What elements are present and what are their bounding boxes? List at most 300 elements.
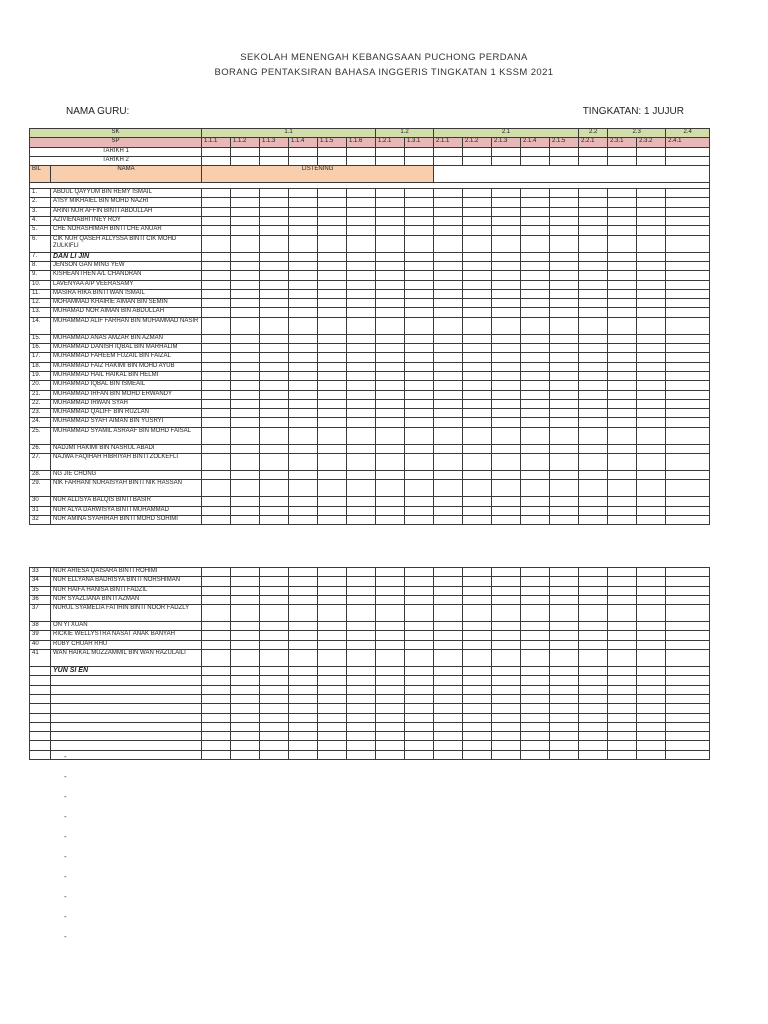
date-cell[interactable]: [492, 156, 521, 165]
score-cell[interactable]: [521, 280, 550, 289]
score-cell[interactable]: [579, 371, 608, 380]
score-cell[interactable]: [608, 235, 637, 252]
score-cell[interactable]: [434, 226, 463, 235]
score-cell[interactable]: [666, 605, 710, 622]
score-cell[interactable]: [289, 732, 318, 741]
score-cell[interactable]: [463, 568, 492, 577]
score-cell[interactable]: [260, 722, 289, 731]
score-cell[interactable]: [492, 480, 521, 497]
score-cell[interactable]: [289, 207, 318, 216]
score-cell[interactable]: [260, 568, 289, 577]
score-cell[interactable]: [376, 252, 405, 261]
score-cell[interactable]: [637, 399, 666, 408]
score-cell[interactable]: [492, 694, 521, 703]
score-cell[interactable]: [434, 399, 463, 408]
score-cell[interactable]: [231, 252, 260, 261]
score-cell[interactable]: [521, 622, 550, 631]
score-cell[interactable]: [579, 399, 608, 408]
score-cell[interactable]: [318, 189, 347, 198]
score-cell[interactable]: [347, 226, 376, 235]
score-cell[interactable]: [289, 362, 318, 371]
score-cell[interactable]: [608, 694, 637, 703]
score-cell[interactable]: [637, 198, 666, 207]
score-cell[interactable]: [434, 454, 463, 471]
score-cell[interactable]: [289, 741, 318, 750]
score-cell[interactable]: [434, 631, 463, 640]
score-cell[interactable]: [405, 390, 434, 399]
score-cell[interactable]: [289, 640, 318, 649]
score-cell[interactable]: [405, 480, 434, 497]
score-cell[interactable]: [579, 235, 608, 252]
score-cell[interactable]: [260, 252, 289, 261]
score-cell[interactable]: [608, 252, 637, 261]
score-cell[interactable]: [550, 676, 579, 685]
score-cell[interactable]: [579, 750, 608, 759]
score-cell[interactable]: [347, 605, 376, 622]
score-cell[interactable]: [463, 444, 492, 453]
score-cell[interactable]: [405, 271, 434, 280]
score-cell[interactable]: [463, 198, 492, 207]
score-cell[interactable]: [637, 317, 666, 334]
score-cell[interactable]: [260, 497, 289, 506]
score-cell[interactable]: [608, 427, 637, 444]
score-cell[interactable]: [376, 261, 405, 270]
score-cell[interactable]: [492, 362, 521, 371]
score-cell[interactable]: [405, 650, 434, 667]
score-cell[interactable]: [202, 605, 231, 622]
score-cell[interactable]: [550, 261, 579, 270]
score-cell[interactable]: [260, 631, 289, 640]
score-cell[interactable]: [260, 640, 289, 649]
score-cell[interactable]: [405, 622, 434, 631]
score-cell[interactable]: [579, 595, 608, 604]
score-cell[interactable]: [434, 289, 463, 298]
score-cell[interactable]: [260, 622, 289, 631]
score-cell[interactable]: [521, 506, 550, 515]
score-cell[interactable]: [202, 381, 231, 390]
score-cell[interactable]: [550, 605, 579, 622]
score-cell[interactable]: [579, 622, 608, 631]
score-cell[interactable]: [376, 207, 405, 216]
score-cell[interactable]: [434, 390, 463, 399]
score-cell[interactable]: [492, 568, 521, 577]
score-cell[interactable]: [231, 280, 260, 289]
date-cell[interactable]: [579, 156, 608, 165]
score-cell[interactable]: [231, 694, 260, 703]
score-cell[interactable]: [231, 640, 260, 649]
score-cell[interactable]: [260, 353, 289, 362]
score-cell[interactable]: [260, 605, 289, 622]
score-cell[interactable]: [289, 427, 318, 444]
score-cell[interactable]: [579, 694, 608, 703]
score-cell[interactable]: [492, 640, 521, 649]
score-cell[interactable]: [405, 280, 434, 289]
score-cell[interactable]: [260, 371, 289, 380]
score-cell[interactable]: [666, 381, 710, 390]
score-cell[interactable]: [579, 289, 608, 298]
score-cell[interactable]: [550, 732, 579, 741]
score-cell[interactable]: [347, 577, 376, 586]
score-cell[interactable]: [463, 418, 492, 427]
score-cell[interactable]: [289, 750, 318, 759]
date-cell[interactable]: [637, 147, 666, 156]
score-cell[interactable]: [347, 252, 376, 261]
score-cell[interactable]: [260, 299, 289, 308]
score-cell[interactable]: [318, 595, 347, 604]
score-cell[interactable]: [405, 676, 434, 685]
score-cell[interactable]: [666, 694, 710, 703]
score-cell[interactable]: [434, 217, 463, 226]
score-cell[interactable]: [318, 353, 347, 362]
score-cell[interactable]: [202, 595, 231, 604]
score-cell[interactable]: [463, 271, 492, 280]
score-cell[interactable]: [492, 595, 521, 604]
score-cell[interactable]: [492, 515, 521, 524]
score-cell[interactable]: [376, 344, 405, 353]
score-cell[interactable]: [637, 622, 666, 631]
score-cell[interactable]: [579, 586, 608, 595]
score-cell[interactable]: [608, 299, 637, 308]
score-cell[interactable]: [318, 390, 347, 399]
score-cell[interactable]: [202, 694, 231, 703]
score-cell[interactable]: [347, 381, 376, 390]
score-cell[interactable]: [318, 605, 347, 622]
score-cell[interactable]: [434, 722, 463, 731]
score-cell[interactable]: [521, 362, 550, 371]
score-cell[interactable]: [289, 506, 318, 515]
score-cell[interactable]: [579, 344, 608, 353]
score-cell[interactable]: [579, 217, 608, 226]
score-cell[interactable]: [434, 280, 463, 289]
date-cell[interactable]: [492, 147, 521, 156]
score-cell[interactable]: [231, 568, 260, 577]
score-cell[interactable]: [666, 299, 710, 308]
score-cell[interactable]: [347, 704, 376, 713]
date-cell[interactable]: [666, 147, 710, 156]
score-cell[interactable]: [666, 390, 710, 399]
score-cell[interactable]: [405, 667, 434, 676]
score-cell[interactable]: [463, 650, 492, 667]
score-cell[interactable]: [289, 586, 318, 595]
score-cell[interactable]: [521, 371, 550, 380]
score-cell[interactable]: [666, 722, 710, 731]
score-cell[interactable]: [608, 676, 637, 685]
score-cell[interactable]: [608, 650, 637, 667]
score-cell[interactable]: [492, 605, 521, 622]
score-cell[interactable]: [202, 334, 231, 343]
score-cell[interactable]: [637, 235, 666, 252]
score-cell[interactable]: [289, 650, 318, 667]
score-cell[interactable]: [289, 299, 318, 308]
score-cell[interactable]: [608, 344, 637, 353]
score-cell[interactable]: [289, 334, 318, 343]
score-cell[interactable]: [434, 235, 463, 252]
score-cell[interactable]: [318, 454, 347, 471]
score-cell[interactable]: [202, 299, 231, 308]
score-cell[interactable]: [666, 454, 710, 471]
score-cell[interactable]: [550, 362, 579, 371]
score-cell[interactable]: [318, 399, 347, 408]
score-cell[interactable]: [608, 353, 637, 362]
score-cell[interactable]: [202, 704, 231, 713]
score-cell[interactable]: [289, 667, 318, 676]
score-cell[interactable]: [405, 334, 434, 343]
score-cell[interactable]: [463, 399, 492, 408]
score-cell[interactable]: [289, 217, 318, 226]
score-cell[interactable]: [231, 299, 260, 308]
score-cell[interactable]: [202, 371, 231, 380]
score-cell[interactable]: [521, 390, 550, 399]
score-cell[interactable]: [608, 217, 637, 226]
score-cell[interactable]: [318, 732, 347, 741]
score-cell[interactable]: [550, 506, 579, 515]
score-cell[interactable]: [463, 586, 492, 595]
score-cell[interactable]: [579, 605, 608, 622]
score-cell[interactable]: [666, 217, 710, 226]
score-cell[interactable]: [521, 235, 550, 252]
score-cell[interactable]: [463, 390, 492, 399]
score-cell[interactable]: [521, 334, 550, 343]
score-cell[interactable]: [492, 454, 521, 471]
score-cell[interactable]: [492, 471, 521, 480]
score-cell[interactable]: [608, 595, 637, 604]
score-cell[interactable]: [492, 390, 521, 399]
score-cell[interactable]: [492, 235, 521, 252]
score-cell[interactable]: [637, 722, 666, 731]
score-cell[interactable]: [405, 454, 434, 471]
score-cell[interactable]: [202, 261, 231, 270]
score-cell[interactable]: [608, 371, 637, 380]
score-cell[interactable]: [492, 650, 521, 667]
score-cell[interactable]: [608, 418, 637, 427]
score-cell[interactable]: [376, 409, 405, 418]
score-cell[interactable]: [347, 750, 376, 759]
score-cell[interactable]: [405, 694, 434, 703]
score-cell[interactable]: [521, 471, 550, 480]
score-cell[interactable]: [289, 317, 318, 334]
score-cell[interactable]: [579, 381, 608, 390]
score-cell[interactable]: [231, 586, 260, 595]
score-cell[interactable]: [202, 515, 231, 524]
score-cell[interactable]: [637, 586, 666, 595]
score-cell[interactable]: [637, 334, 666, 343]
score-cell[interactable]: [231, 605, 260, 622]
score-cell[interactable]: [666, 577, 710, 586]
score-cell[interactable]: [231, 685, 260, 694]
score-cell[interactable]: [202, 362, 231, 371]
score-cell[interactable]: [637, 217, 666, 226]
score-cell[interactable]: [492, 207, 521, 216]
score-cell[interactable]: [318, 362, 347, 371]
score-cell[interactable]: [434, 381, 463, 390]
score-cell[interactable]: [289, 622, 318, 631]
score-cell[interactable]: [289, 289, 318, 298]
score-cell[interactable]: [492, 280, 521, 289]
score-cell[interactable]: [579, 515, 608, 524]
score-cell[interactable]: [347, 207, 376, 216]
score-cell[interactable]: [347, 289, 376, 298]
score-cell[interactable]: [579, 497, 608, 506]
score-cell[interactable]: [289, 722, 318, 731]
score-cell[interactable]: [376, 334, 405, 343]
score-cell[interactable]: [521, 497, 550, 506]
score-cell[interactable]: [260, 317, 289, 334]
score-cell[interactable]: [405, 444, 434, 453]
score-cell[interactable]: [347, 271, 376, 280]
score-cell[interactable]: [318, 308, 347, 317]
score-cell[interactable]: [289, 713, 318, 722]
score-cell[interactable]: [376, 667, 405, 676]
score-cell[interactable]: [289, 381, 318, 390]
score-cell[interactable]: [521, 344, 550, 353]
score-cell[interactable]: [492, 750, 521, 759]
score-cell[interactable]: [579, 444, 608, 453]
date-cell[interactable]: [318, 147, 347, 156]
score-cell[interactable]: [434, 252, 463, 261]
score-cell[interactable]: [608, 605, 637, 622]
score-cell[interactable]: [637, 732, 666, 741]
score-cell[interactable]: [405, 427, 434, 444]
score-cell[interactable]: [637, 750, 666, 759]
score-cell[interactable]: [463, 622, 492, 631]
score-cell[interactable]: [492, 381, 521, 390]
score-cell[interactable]: [231, 399, 260, 408]
score-cell[interactable]: [492, 252, 521, 261]
score-cell[interactable]: [318, 444, 347, 453]
score-cell[interactable]: [260, 586, 289, 595]
score-cell[interactable]: [405, 362, 434, 371]
score-cell[interactable]: [347, 427, 376, 444]
score-cell[interactable]: [521, 252, 550, 261]
score-cell[interactable]: [405, 732, 434, 741]
score-cell[interactable]: [289, 471, 318, 480]
score-cell[interactable]: [666, 409, 710, 418]
score-cell[interactable]: [579, 713, 608, 722]
score-cell[interactable]: [347, 497, 376, 506]
score-cell[interactable]: [666, 631, 710, 640]
score-cell[interactable]: [260, 732, 289, 741]
score-cell[interactable]: [405, 289, 434, 298]
score-cell[interactable]: [550, 344, 579, 353]
score-cell[interactable]: [521, 189, 550, 198]
score-cell[interactable]: [376, 226, 405, 235]
date-cell[interactable]: [231, 156, 260, 165]
date-cell[interactable]: [434, 147, 463, 156]
score-cell[interactable]: [260, 235, 289, 252]
score-cell[interactable]: [637, 299, 666, 308]
score-cell[interactable]: [579, 271, 608, 280]
score-cell[interactable]: [666, 515, 710, 524]
score-cell[interactable]: [463, 252, 492, 261]
score-cell[interactable]: [463, 334, 492, 343]
score-cell[interactable]: [579, 207, 608, 216]
score-cell[interactable]: [492, 732, 521, 741]
score-cell[interactable]: [347, 344, 376, 353]
score-cell[interactable]: [289, 444, 318, 453]
score-cell[interactable]: [289, 399, 318, 408]
score-cell[interactable]: [521, 750, 550, 759]
score-cell[interactable]: [260, 515, 289, 524]
score-cell[interactable]: [608, 207, 637, 216]
score-cell[interactable]: [666, 586, 710, 595]
score-cell[interactable]: [202, 713, 231, 722]
score-cell[interactable]: [608, 741, 637, 750]
score-cell[interactable]: [463, 741, 492, 750]
score-cell[interactable]: [579, 480, 608, 497]
score-cell[interactable]: [608, 497, 637, 506]
score-cell[interactable]: [463, 722, 492, 731]
date-cell[interactable]: [521, 156, 550, 165]
score-cell[interactable]: [637, 676, 666, 685]
score-cell[interactable]: [318, 631, 347, 640]
score-cell[interactable]: [608, 506, 637, 515]
score-cell[interactable]: [260, 280, 289, 289]
score-cell[interactable]: [318, 289, 347, 298]
date-cell[interactable]: [231, 147, 260, 156]
date-cell[interactable]: [579, 147, 608, 156]
score-cell[interactable]: [405, 685, 434, 694]
score-cell[interactable]: [608, 308, 637, 317]
score-cell[interactable]: [666, 252, 710, 261]
score-cell[interactable]: [434, 713, 463, 722]
score-cell[interactable]: [492, 506, 521, 515]
score-cell[interactable]: [318, 694, 347, 703]
score-cell[interactable]: [434, 685, 463, 694]
score-cell[interactable]: [202, 741, 231, 750]
score-cell[interactable]: [202, 252, 231, 261]
score-cell[interactable]: [347, 371, 376, 380]
score-cell[interactable]: [637, 704, 666, 713]
score-cell[interactable]: [231, 289, 260, 298]
score-cell[interactable]: [231, 741, 260, 750]
score-cell[interactable]: [318, 650, 347, 667]
score-cell[interactable]: [405, 344, 434, 353]
score-cell[interactable]: [289, 409, 318, 418]
score-cell[interactable]: [318, 741, 347, 750]
score-cell[interactable]: [434, 667, 463, 676]
score-cell[interactable]: [492, 586, 521, 595]
score-cell[interactable]: [318, 568, 347, 577]
score-cell[interactable]: [492, 308, 521, 317]
score-cell[interactable]: [550, 454, 579, 471]
score-cell[interactable]: [550, 568, 579, 577]
score-cell[interactable]: [231, 390, 260, 399]
score-cell[interactable]: [318, 480, 347, 497]
score-cell[interactable]: [202, 226, 231, 235]
score-cell[interactable]: [434, 444, 463, 453]
score-cell[interactable]: [521, 650, 550, 667]
score-cell[interactable]: [376, 497, 405, 506]
score-cell[interactable]: [289, 371, 318, 380]
score-cell[interactable]: [289, 271, 318, 280]
score-cell[interactable]: [231, 667, 260, 676]
score-cell[interactable]: [376, 506, 405, 515]
score-cell[interactable]: [260, 344, 289, 353]
score-cell[interactable]: [666, 676, 710, 685]
score-cell[interactable]: [463, 667, 492, 676]
score-cell[interactable]: [492, 418, 521, 427]
score-cell[interactable]: [637, 741, 666, 750]
score-cell[interactable]: [289, 497, 318, 506]
score-cell[interactable]: [666, 198, 710, 207]
score-cell[interactable]: [579, 334, 608, 343]
score-cell[interactable]: [637, 444, 666, 453]
score-cell[interactable]: [608, 750, 637, 759]
score-cell[interactable]: [434, 732, 463, 741]
date-cell[interactable]: [666, 156, 710, 165]
score-cell[interactable]: [550, 471, 579, 480]
score-cell[interactable]: [405, 252, 434, 261]
